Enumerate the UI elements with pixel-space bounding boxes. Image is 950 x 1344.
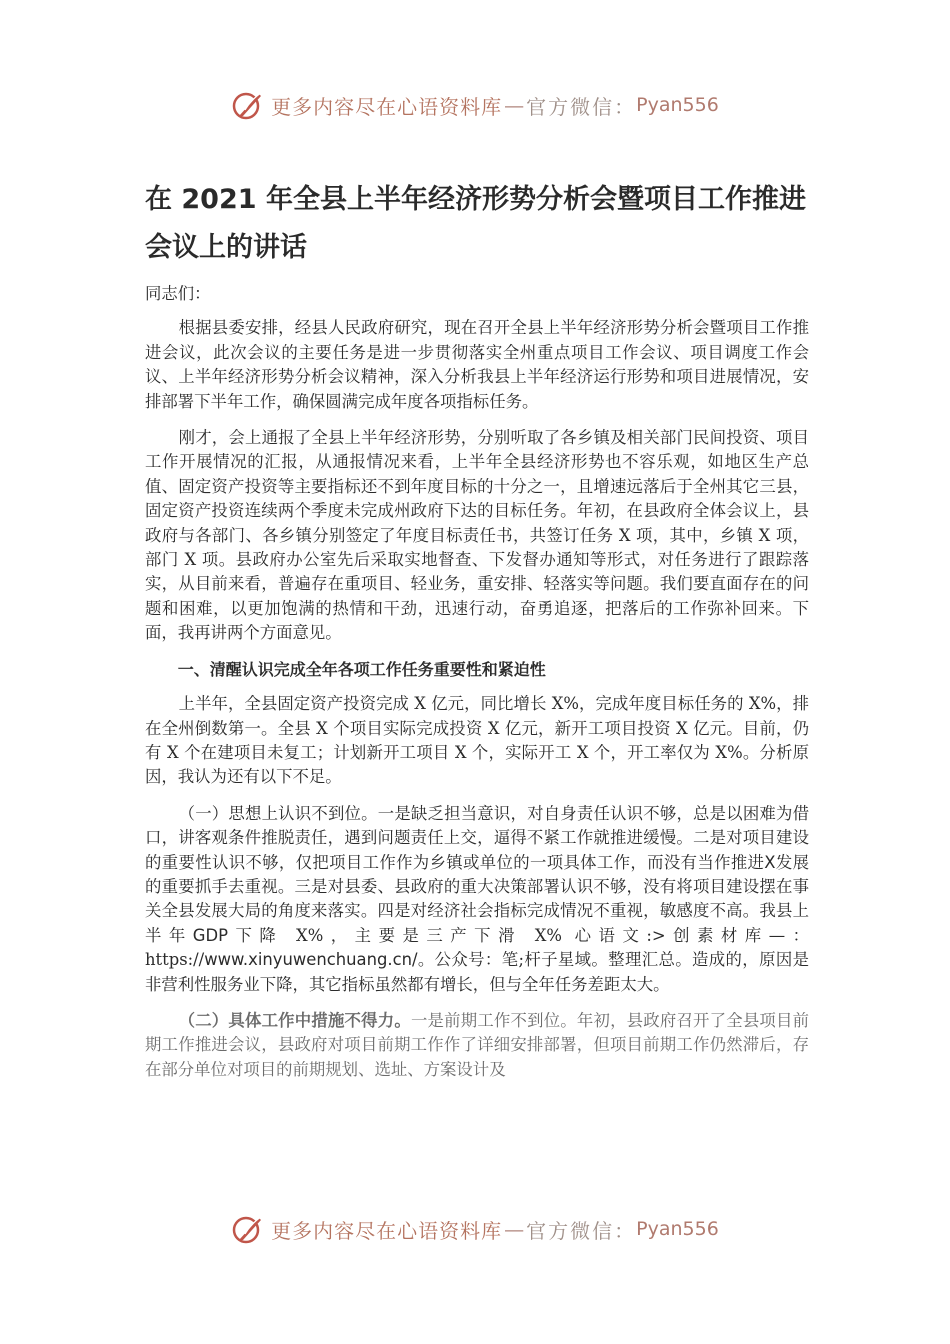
watermark-wechat-label: 官方微信： — [526, 94, 637, 119]
section-heading-1: 一、清醒认识完成全年各项工作任务重要性和紧迫性 — [177, 659, 546, 679]
document-body — [145, 282, 809, 1094]
thinking-part-c: 下降 X%，主要是三产下滑 X% 心语文:>创素材库—： https:// — [145, 925, 809, 970]
thinking-url: www.xinyuwenchuang.cn/ — [204, 950, 418, 970]
watermark-wechat-id: Pyan556 — [636, 94, 719, 116]
footer-watermark — [0, 1212, 950, 1246]
header-watermark — [0, 88, 950, 122]
thinking-gdp: GDP — [192, 925, 229, 945]
thinking-part-a: （一）思想上认识不到位。一是缺乏担当意识，对自身责任认识不够，总是以困难为借口，讲客观条件推脱责任，遇到问题责任上交，逼得不紧工作就推进缓慢。二是对项目建设的重要性认识不够，仅把项目工作作为乡镇或单位的一项具体工作，而没有当作推进 — [145, 803, 809, 872]
watermark-brand: 更多内容尽在心语资料库 — [271, 94, 503, 119]
thinking-part-b: 发展的重要抓手去重视。三是对县委、县政府的重大决策部署认识不够，没有将项目建设摆在事关全县发展大局的角度来落实。四是对经济社会指标完成情况不重视，敏感度不高。我县上半年 — [145, 852, 810, 945]
quill-logo-icon — [231, 1212, 265, 1246]
paragraph-intro: 根据县委安排，经县人民政府研究，现在召开全县上半年经济形势分析会暨项目工作推进会议，此次会议的主要任务是进一步贯彻落实全州重点项目工作会议、项目调度工作会议、上半年经济形势分析会议精神，深入分析我县上半年经济运行形势和项目进展情况，安排部署下半年工作，确保圆满完成年度各项指标任务。 — [145, 318, 809, 411]
watermark-wechat-id: Pyan556 — [636, 1218, 719, 1240]
paragraph-situation: 刚才，会上通报了全县上半年经济形势，分别听取了各乡镇及相关部门民间投资、项目工作开展情况的汇报，从通报情况来看，上半年全县经济形势也不容乐观，如地区生产总值、固定资产投资等主要指标还不到年度目标的十分之一，且增速远落后于全州其它三县，固定资产投资连续两个季度未完成州政府下达的目标任务。年初，在县政府全体会议上，县政府与各部门、各乡镇分别签定了年度目标责任书，共签订任务 X 项，其中，乡镇 X 项，部门 X 项。县政府办公室先后采取实地督查、下发督办通知等形式，对任务进行了跟踪落实，从目前来看，普遍存在重项目、轻业务，重安排、轻落实等问题。我们要直面存在的问题和困难，以更加饱满的热情和干劲，迅速行动，奋勇追逐，把落后的工作弥补回来。下面，我再讲两个方面意见。 — [145, 428, 809, 643]
paragraph-thinking — [145, 802, 809, 997]
paragraph-measures — [145, 1009, 809, 1082]
watermark-dash: — — [504, 93, 525, 117]
paragraph-investment: 上半年，全县固定资产投资完成 X 亿元，同比增长 X%，完成年度目标任务的 X%，排在全州倒数第一。全县 X 个项目实际完成投资 X 亿元，新开工项目投资 X 亿元。目前，仍有 X 个在建项目未复工；计划新开工项目 X 个，实际开工 X 个，开工率仅为 X%。分析原因，我认为还有以下不足。 — [145, 694, 809, 787]
thinking-x: X — [764, 852, 776, 872]
thinking-part-d: 。公众号：笔;杆子星域。整理汇总。造成的，原因是非营利性服务业下降，其它指标虽然都有增长，但与全年任务差距太大。 — [145, 950, 809, 994]
watermark-dash: — — [504, 1217, 525, 1241]
document-title: 在 2021 年全县上半年经济形势分析会暨项目工作推进会议上的讲话 — [145, 184, 806, 263]
measures-text: 一是前期工作不到位。年初，县政府召开了全县项目前期工作推进会议，县政府对项目前期工作作了详细安排部署，但项目前期工作仍然滞后，存在部分单位对项目的前期规划、选址、方案设计及 — [145, 1010, 810, 1079]
measures-lead: （二）具体工作中措施不得力。 — [178, 1010, 411, 1030]
watermark-brand: 更多内容尽在心语资料库 — [271, 1218, 503, 1243]
watermark-wechat-label: 官方微信： — [526, 1218, 637, 1243]
salutation: 同志们： — [145, 284, 211, 303]
quill-logo-icon — [231, 88, 265, 122]
